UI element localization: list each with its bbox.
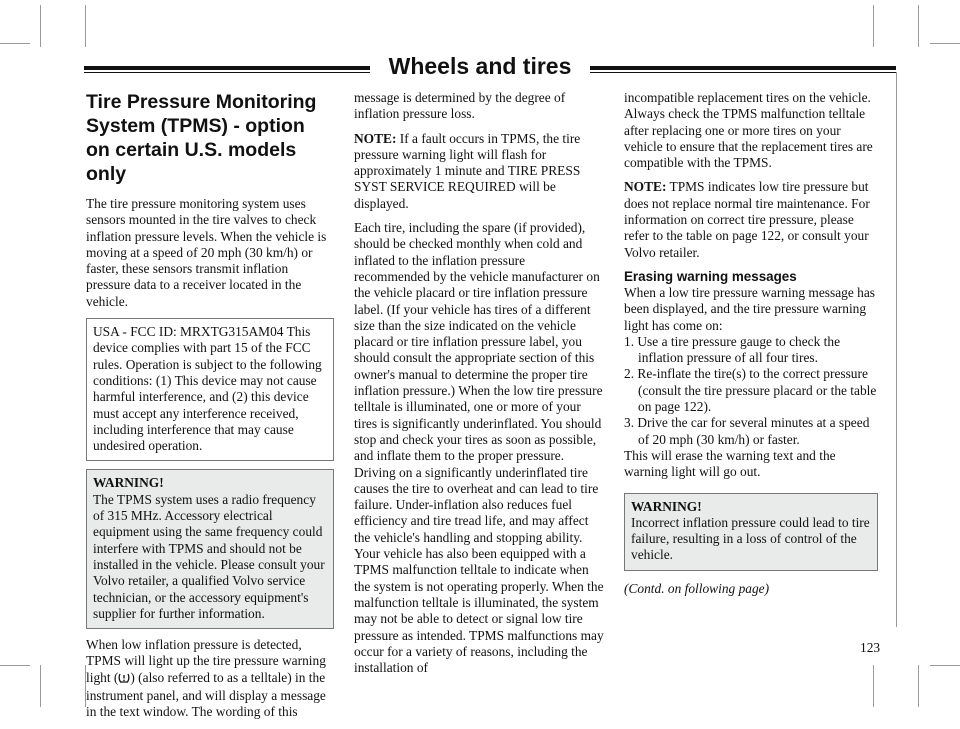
erasing-steps <box>624 334 878 448</box>
header-rule-left <box>84 66 384 70</box>
note-paragraph <box>624 179 878 260</box>
list-item: 3. Drive the car for several minutes at a speed of 20 mph (30 km/h) or faster. <box>624 415 870 447</box>
page-heading: Tire Pressure Monitoring System (TPMS) - option on certain U.S. models only <box>86 91 317 185</box>
right-margin-rule <box>896 72 897 627</box>
warning-box <box>624 493 878 571</box>
erasing-intro: When a low tire pressure warning message has been displayed, and the tire pressure warning light has come on: <box>624 284 875 333</box>
note-paragraph <box>354 131 604 212</box>
note-text: If a fault occurs in TPMS, the tire pressure warning light will flash for approximately 1 minute and TIRE PRESS SYST SERVICE REQUIRED will be displayed. <box>354 130 581 211</box>
column-middle <box>354 90 604 684</box>
warning-title: WARNING! <box>93 475 164 491</box>
crop-mark <box>40 5 41 47</box>
fcc-notice-text: USA - FCC ID: MRXTG315AM04 This device complies with part 15 of the FCC rules. Operation is subject to the following conditions: (1) This device may not cause harmful interference, and (2) this device must accept any interference received, including interference that may cause undesired operation. <box>93 324 322 454</box>
list-item: 1. Use a tire pressure gauge to check the inflation pressure of all four tires. <box>624 333 841 366</box>
crop-mark <box>0 43 30 44</box>
warning-text: The TPMS system uses a radio frequency of 315 MHz. Accessory electrical equipment using the same frequency could interfere with TPMS and should not be installed in the vehicle. Please consult your Volvo retailer, a qualified Volvo service technician, or the accessory equipment's supplier for further information. <box>93 491 325 621</box>
monthly-check-paragraph: Each tire, including the spare (if provided), should be checked monthly when cold and inflated to the inflation pressure recommended by the vehicle manufacturer on the vehicle placard or tire inflation pressure label. (If your vehicle has tires of a different size than the size indicated on the vehicle placard or tire inflation pressure label, you should consult the appropriate section of this owner's manual to determine the proper tire inflation pressure.) When the low tire pressure telltale is illuminated, one or more of your tires is significantly underinflated. You should stop and check your tires as soon as possible, and inflate them to the proper pressure. Driving on a significantly underinflated tire causes the tire to overheat and can lead to tire failure. Under-inflation also reduces fuel efficiency and tire tread life, and may affect the vehicle's handling and stopping ability. Your vehicle has also been equipped with a TPMS malfunction telltale to indicate when the system is not operating properly. When the malfunction telltale is illuminated, the system may not be able to detect or signal low tire pressure as intended. TPMS malfunctions may occur for a variety of reasons, including the installation of <box>354 220 604 676</box>
detection-text-a: When low inflation pressure is detected, TPMS will light up the tire pressure warning light ( <box>86 637 326 685</box>
note-text: TPMS indicates low tire pressure but does not replace normal tire maintenance. For information on correct tire pressure, please refer to the table on page 122, or consult your Volvo retailer. <box>624 179 870 260</box>
crop-mark <box>873 5 874 47</box>
note-label: NOTE: <box>354 130 397 146</box>
intro-paragraph: The tire pressure monitoring system uses sensors mounted in the tire valves to check inflation pressure levels. When the vehicle is moving at a speed of 20 mph (30 km/h) or faster, these sensors transmit inflation pressure data to a receiver located in the vehicle. <box>86 196 327 309</box>
column-left <box>86 90 334 729</box>
crop-mark <box>40 665 41 707</box>
list-item: 2. Re-inflate the tire(s) to the correct pressure (consult the tire pressure placard or the table on page 122). <box>624 366 877 415</box>
fcc-notice-box <box>86 318 334 461</box>
crop-mark <box>930 665 960 666</box>
section-title: Wheels and tires <box>370 50 590 82</box>
warning-box <box>86 469 334 629</box>
note-label: NOTE: <box>624 179 667 195</box>
detection-paragraph <box>86 637 334 720</box>
crop-mark <box>918 5 919 47</box>
header-rule-right-thin <box>575 72 896 73</box>
crop-mark <box>0 665 30 666</box>
crop-mark <box>873 665 874 707</box>
erase-result-paragraph: This will erase the warning text and the warning light will go out. <box>624 447 836 480</box>
warning-title: WARNING! <box>631 498 702 514</box>
tire-pressure-warning-icon <box>118 672 130 688</box>
crop-mark <box>918 665 919 707</box>
page-number: 123 <box>860 640 881 655</box>
subheading-erasing: Erasing warning messages <box>624 268 797 284</box>
crop-mark <box>85 5 86 47</box>
continued-note: (Contd. on following page) <box>624 580 770 596</box>
header-rule-right <box>575 66 896 70</box>
crop-mark <box>930 43 960 44</box>
warning-text: Incorrect inflation pressure could lead to tire failure, resulting in a loss of control of the vehicle. <box>631 514 870 563</box>
detection-text-b: ) (also referred to as a telltale) in the instrument panel, and will display a message in the text window. The wording of this <box>86 669 326 720</box>
column-right <box>624 90 878 597</box>
incompatible-tires-paragraph: incompatible replacement tires on the vehicle. Always check the TPMS malfunction telltale after replacing one or more tires on your vehicle to ensure that the replacement tires are compatible with the TPMS. <box>624 90 873 171</box>
message-paragraph: message is determined by the degree of inflation pressure loss. <box>354 90 566 122</box>
header-rule-left-thin <box>84 72 384 73</box>
